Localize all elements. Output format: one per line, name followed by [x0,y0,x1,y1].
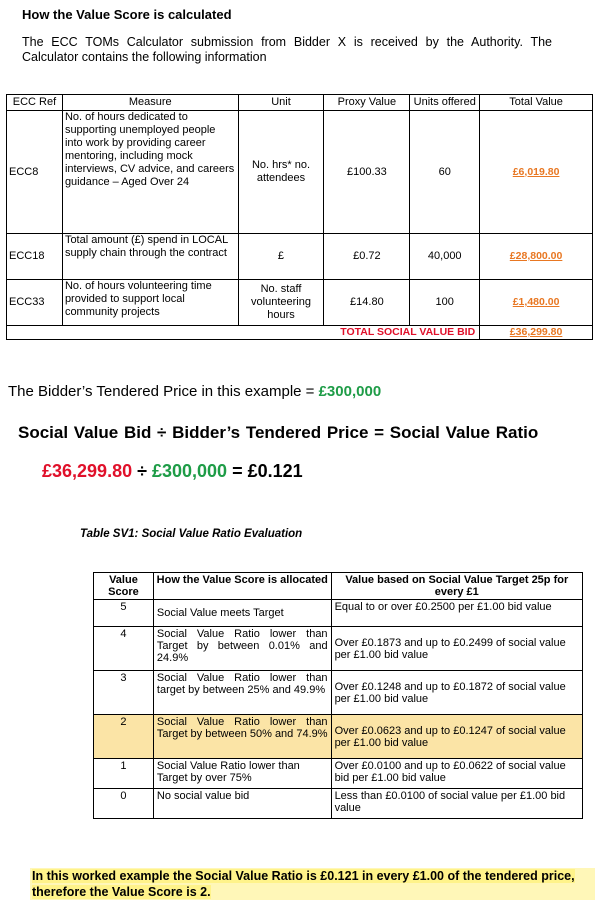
ecc-ref: ECC8 [7,111,63,234]
units-offered: 40,000 [410,234,480,280]
unit: No. staff volunteering hours [238,280,324,326]
value-score: 2 [94,715,154,759]
value-range: Equal to or over £0.2500 per £1.00 bid value [331,600,582,627]
units-offered: 100 [410,280,480,326]
tender-text: The Bidder’s Tendered Price in this example = [8,383,319,400]
total-value: £1,480.00 [512,296,560,308]
proxy-value: £14.80 [324,280,410,326]
tender-price: £300,000 [318,383,382,400]
header-unit: Unit [238,95,324,111]
total-label: TOTAL SOCIAL VALUE BID [7,326,480,340]
value-score: 0 [94,789,154,819]
allocation: Social Value Ratio lower than Target by over 75% [153,759,331,789]
total-value-cell [480,280,593,326]
calc-bid: £36,299.80 [42,461,133,481]
header-units-offered: Units offered [410,95,480,111]
measure: Total amount (£) spend in LOCAL supply chain through the contract [62,234,238,280]
table-row [7,280,593,326]
formula: Social Value Bid ÷ Bidder’s Tendered Price = Social Value Ratio [18,423,539,442]
conclusion-text: In this worked example the Social Value Ratio is £0.121 in every £1.00 of the tendered price, therefore the Value Score is 2. [32,869,575,899]
total-value: £28,800.00 [509,250,563,262]
total-value-cell [480,111,593,234]
tendered-price-line [8,383,381,400]
measures-header-row [7,95,593,111]
conclusion-note [30,868,595,900]
calc-equals: = [227,461,248,481]
proxy-value: £100.33 [324,111,410,234]
table-row-highlighted [94,715,583,759]
allocation: No social value bid [153,789,331,819]
table-row [7,111,593,234]
unit: £ [238,234,324,280]
calc-price: £300,000 [151,461,228,481]
units-offered: 60 [410,111,480,234]
value-range: Over £0.0623 and up to £0.1247 of social value per £1.00 bid value [331,715,582,759]
calc-ratio: £0.121 [247,461,303,481]
total-row [7,326,593,340]
table-row [94,789,583,819]
value-score: 5 [94,600,154,627]
total-value: £36,299.80 [480,326,593,340]
page-heading: How the Value Score is calculated [22,7,232,22]
header-total-value: Total Value [480,95,593,111]
value-range: Over £0.1873 and up to £0.2499 of social value per £1.00 bid value [331,627,582,671]
sv-header-row [94,573,583,600]
total-value: £6,019.80 [512,165,560,178]
value-score: 3 [94,671,154,715]
table-row [94,600,583,627]
measure: No. of hours dedicated to supporting unemployed people into work by providing career mentoring, including mock interviews, CV advice, and careers guidance – Aged Over 24 [62,111,238,234]
calc-divide: ÷ [132,461,152,481]
total-value-cell [480,234,593,280]
table-row [94,759,583,789]
header-value-score: Value Score [94,573,154,600]
value-range: Over £0.0100 and up to £0.0622 of social value bid per £1.00 bid value [331,759,582,789]
ecc-ref: ECC18 [7,234,63,280]
measure: No. of hours volunteering time provided to support local community projects [62,280,238,326]
unit: No. hrs* no. attendees [238,111,324,234]
allocation: Social Value meets Target [153,600,331,627]
ecc-ref: ECC33 [7,280,63,326]
allocation: Social Value Ratio lower than Target by between 50% and 74.9% [153,715,331,759]
proxy-value: £0.72 [324,234,410,280]
header-value-based: Value based on Social Value Target 25p for every £1 [331,573,582,600]
header-measure: Measure [62,95,238,111]
measures-table [6,94,593,340]
social-value-table [93,572,583,819]
header-ecc-ref: ECC Ref [7,95,63,111]
value-score: 4 [94,627,154,671]
table-caption: Table SV1: Social Value Ratio Evaluation [80,528,303,540]
table-row [94,627,583,671]
intro-paragraph: The ECC TOMs Calculator submission from Bidder X is received by the Authority. The Calculator contains the following information [22,35,552,64]
value-range: Less than £0.0100 of social value per £1.00 bid value [331,789,582,819]
calculation [42,461,303,482]
value-range: Over £0.1248 and up to £0.1872 of social value per £1.00 bid value [331,671,582,715]
table-row [94,671,583,715]
allocation: Social Value Ratio lower than Target by between 0.01% and 24.9% [153,627,331,671]
header-proxy-value: Proxy Value [324,95,410,111]
allocation: Social Value Ratio lower than target by between 25% and 49.9% [153,671,331,715]
value-score: 1 [94,759,154,789]
header-allocation: How the Value Score is allocated [153,573,331,600]
table-row [7,234,593,280]
